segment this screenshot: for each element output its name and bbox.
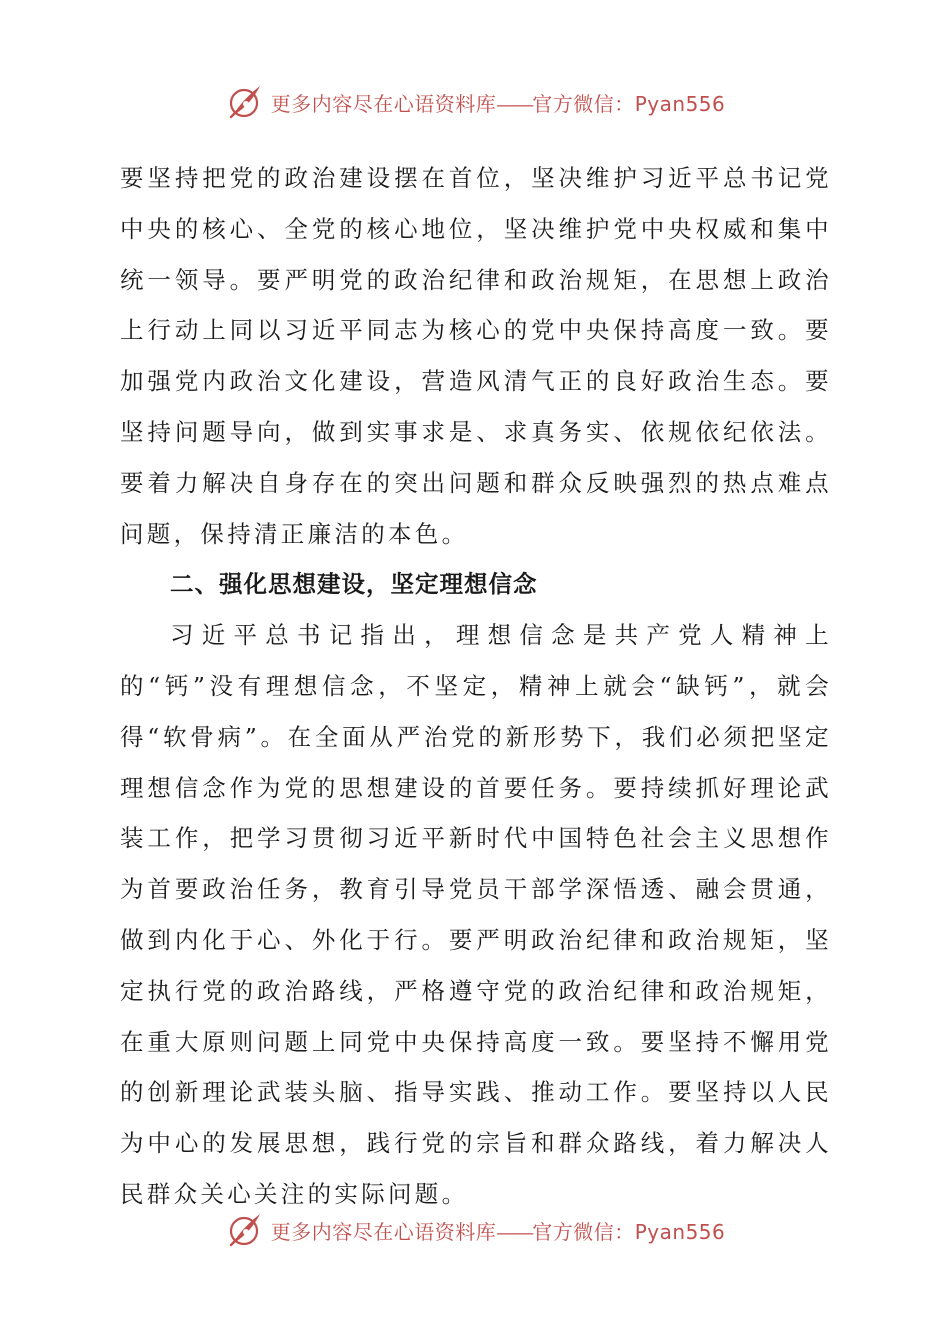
watermark-text — [271, 88, 726, 117]
watermark-wechat-id: Pyan556 — [634, 1219, 726, 1244]
watermark-dash: —— — [496, 1219, 533, 1244]
quill-pen-logo-icon — [225, 1210, 265, 1250]
footer-watermark-banner — [0, 1210, 950, 1250]
quill-pen-logo-icon — [225, 82, 265, 122]
watermark-wechat-label: 官方微信： — [532, 1219, 635, 1244]
document-body — [120, 153, 832, 1220]
paragraph-ideological-construction: 习近平总书记指出，理想信念是共产党人精神上的“钙”没有理想信念，不坚定，精神上就会“缺钙”，就会得“软骨病”。在全面从严治党的新形势下，我们必须把坚定理想信念作为党的思想建设的首要任务。要持续抓好理论武装工作，把学习贯彻习近平新时代中国特色社会主义思想作为首要政治任务，教育引导党员干部学深悟透、融会贯通，做到内化于心、外化于行。要严明政治纪律和政治规矩，坚定执行党的政治路线，严格遵守党的政治纪律和政治规矩，在重大原则问题上同党中央保持高度一致。要坚持不懈用党的创新理论武装头脑、指导实践、推动工作。要坚持以人民为中心的发展思想，践行党的宗旨和群众路线，着力解决人民群众关心关注的实际问题。 — [120, 621, 832, 1208]
section-heading-2: 二、强化思想建设，坚定理想信念 — [170, 570, 538, 599]
watermark-dash: —— — [496, 91, 533, 116]
watermark-wechat-id: Pyan556 — [634, 91, 726, 116]
watermark-slogan: 更多内容尽在心语资料库 — [270, 1219, 497, 1244]
watermark-wechat-label: 官方微信： — [532, 91, 635, 116]
paragraph-political-construction: 要坚持把党的政治建设摆在首位，坚决维护习近平总书记党中央的核心、全党的核心地位，坚决维护党中央权威和集中统一领导。要严明党的政治纪律和政治规矩，在思想上政治上行动上同以习近平同志为核心的党中央保持高度一致。要加强党内政治文化建设，营造风清气正的良好政治生态。要坚持问题导向，做到实事求是、求真务实、依规依纪依法。要着力解决自身存在的突出问题和群众反映强烈的热点难点问题，保持清正廉洁的本色。 — [120, 164, 832, 548]
watermark-slogan: 更多内容尽在心语资料库 — [270, 91, 497, 116]
watermark-text — [271, 1216, 726, 1245]
header-watermark-banner — [0, 82, 950, 122]
